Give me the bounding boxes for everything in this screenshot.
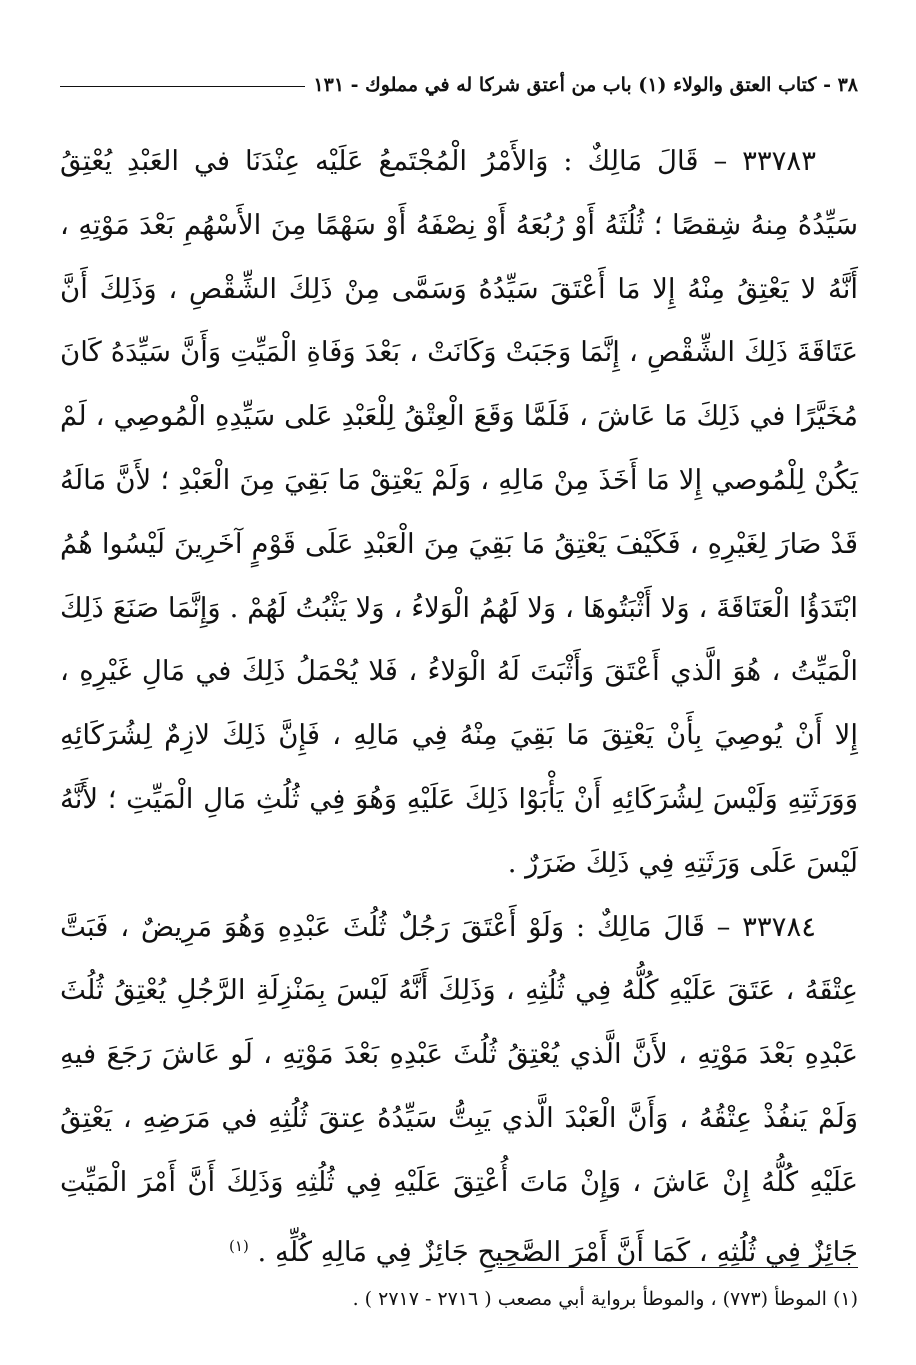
main-text [60, 130, 858, 1285]
paragraph-dash: – [713, 145, 728, 177]
paragraph-text: قَالَ مَالِكٌ : وَلَوْ أَعْتَقَ رَجُلٌ ثُلُثَ عَبْدِهِ وَهُوَ مَرِيضٌ ، فَبَتَّ عِتْقَهُ ، عَتَقَ عَلَيْهِ كُلُّهُ فِي ثُلُثِهِ ، وَذَلِكَ أَنَّهُ لَيْسَ بِمَنْزِلَةِ الرَّجُلِ يُعْتِقُ ثُلُثَ عَبْدِهِ بَعْدَ مَوْتِهِ ، لأَنَّ الَّذي يُعْتِقُ ثُلُثَ عَبْدِهِ بَعْدَ مَوْتِهِ ، لَو عَاشَ رَجَعَ فيهِ وَلَمْ يَنفُذْ عِتْقُهُ ، وَأَنَّ الْعَبْدَ الَّذي يَبِتُّ سَيِّدُهُ عِتقَ ثُلُثِهِ في مَرَضِهِ ، يَعْتِقُ عَلَيْهِ كُلُّهُ إِنْ عَاشَ ، وَإِنْ مَاتَ أُعْتِقَ عَلَيْهِ فِي ثُلُثِهِ وَذَلِكَ أَنَّ أَمْرَ الْمَيِّتِ جَائِزٌ فِي ثُلُثِهِ ، كَمَا أَنَّ أَمْرَ الصَّحِيحِ جَائِزٌ فِي مَالِهِ كُلِّهِ . [60, 910, 858, 1268]
paragraph-number: ٣٣٧٨٣ [742, 145, 816, 177]
paragraph-33783 [60, 130, 858, 896]
running-title: ٣٨ - كتاب العتق والولاء (١) باب من أعتق شركا له في مملوك - ١٣١ [313, 74, 858, 96]
header-rule [60, 86, 305, 87]
running-header [60, 70, 858, 100]
paragraph-number: ٣٣٧٨٤ [742, 910, 816, 943]
footnote: (١) الموطأ (٧٧٣) ، والموطأ برواية أبي مصعب ( ٢٧١٦ - ٢٧١٧ ) . [352, 1288, 858, 1310]
paragraph-dash: – [716, 910, 731, 943]
paragraph-33784 [60, 896, 858, 1285]
footnote-separator [498, 1267, 858, 1268]
paragraph-text: قَالَ مَالِكٌ : وَالأَمْرُ الْمُجْتَمعُ عَلَيْه عِنْدَنَا في العَبْدِ يُعْتِقُ سَيِّدُهُ مِنهُ شِقصًا ؛ ثُلُثَهُ أَوْ رُبُعَهُ أَوْ نِصْفَهُ أَوْ سَهْمًا مِنَ الأَسْهُمِ بَعْدَ مَوْتِهِ ، أَنَّهُ لا يَعْتِقُ مِنْهُ إِلا مَا أَعْتَقَ سَيِّدُهُ وَسَمَّى مِنْ ذَلِكَ الشِّقْصِ ، وَذَلِكَ أَنَّ عَتَاقَةَ ذَلِكَ الشِّقْصِ ، إِنَّمَا وَجَبَتْ وَكَانَتْ ، بَعْدَ وَفَاةِ الْمَيِّتِ وَأَنَّ سَيِّدَهُ كَانَ مُخَيَّرًا في ذَلِكَ مَا عَاشَ ، فَلَمَّا وَقَعَ الْعِتْقُ لِلْعَبْدِ عَلى سَيِّدِهِ الْمُوصِي ، لَمْ يَكُنْ لِلْمُوصي إِلا مَا أَخَذَ مِنْ مَالِهِ ، وَلَمْ يَعْتِقْ مَا بَقِيَ مِنَ الْعَبْدِ ؛ لأَنَّ مَالَهُ قَدْ صَارَ لِغَيْرِهِ ، فَكَيْفَ يَعْتِقُ مَا بَقِيَ مِنَ الْعَبْدِ عَلَى قَوْمٍ آخَرِينَ لَيْسُوا هُمُ ابْتَدَؤُا الْعَتَاقَةَ ، وَلا أَثْبَتُوهَا ، وَلا لَهُمُ الْوَلاءُ ، وَلا يَثْبُتُ لَهُمْ . وَإِنَّمَا صَنَعَ ذَلِكَ الْمَيِّتُ ، هُوَ الَّذي أَعْتَقَ وَأَثْبَتَ لَهُ الْوَلاءُ ، فَلا يُحْمَلُ ذَلِكَ في مَالِ غَيْرِهِ ، إِلا أَنْ يُوصِيَ بِأَنْ يَعْتِقَ مَا بَقِيَ مِنْهُ فِي مَالِهِ ، فَإِنَّ ذَلِكَ لازِمٌ لِشُرَكَائِهِ وَوَرَثَتِهِ وَلَيْسَ لِشُرَكَائِهِ أَنْ يَأْبَوْا ذَلِكَ عَلَيْهِ وَهُوَ فِي ثُلُثِ مَالِ الْمَيِّتِ ؛ لأَنَّهُ لَيْسَ عَلَى وَرَثَتِهِ فِي ذَلِكَ ضَرَرٌ . [60, 145, 858, 879]
footnote-reference: (١) [229, 1236, 249, 1255]
